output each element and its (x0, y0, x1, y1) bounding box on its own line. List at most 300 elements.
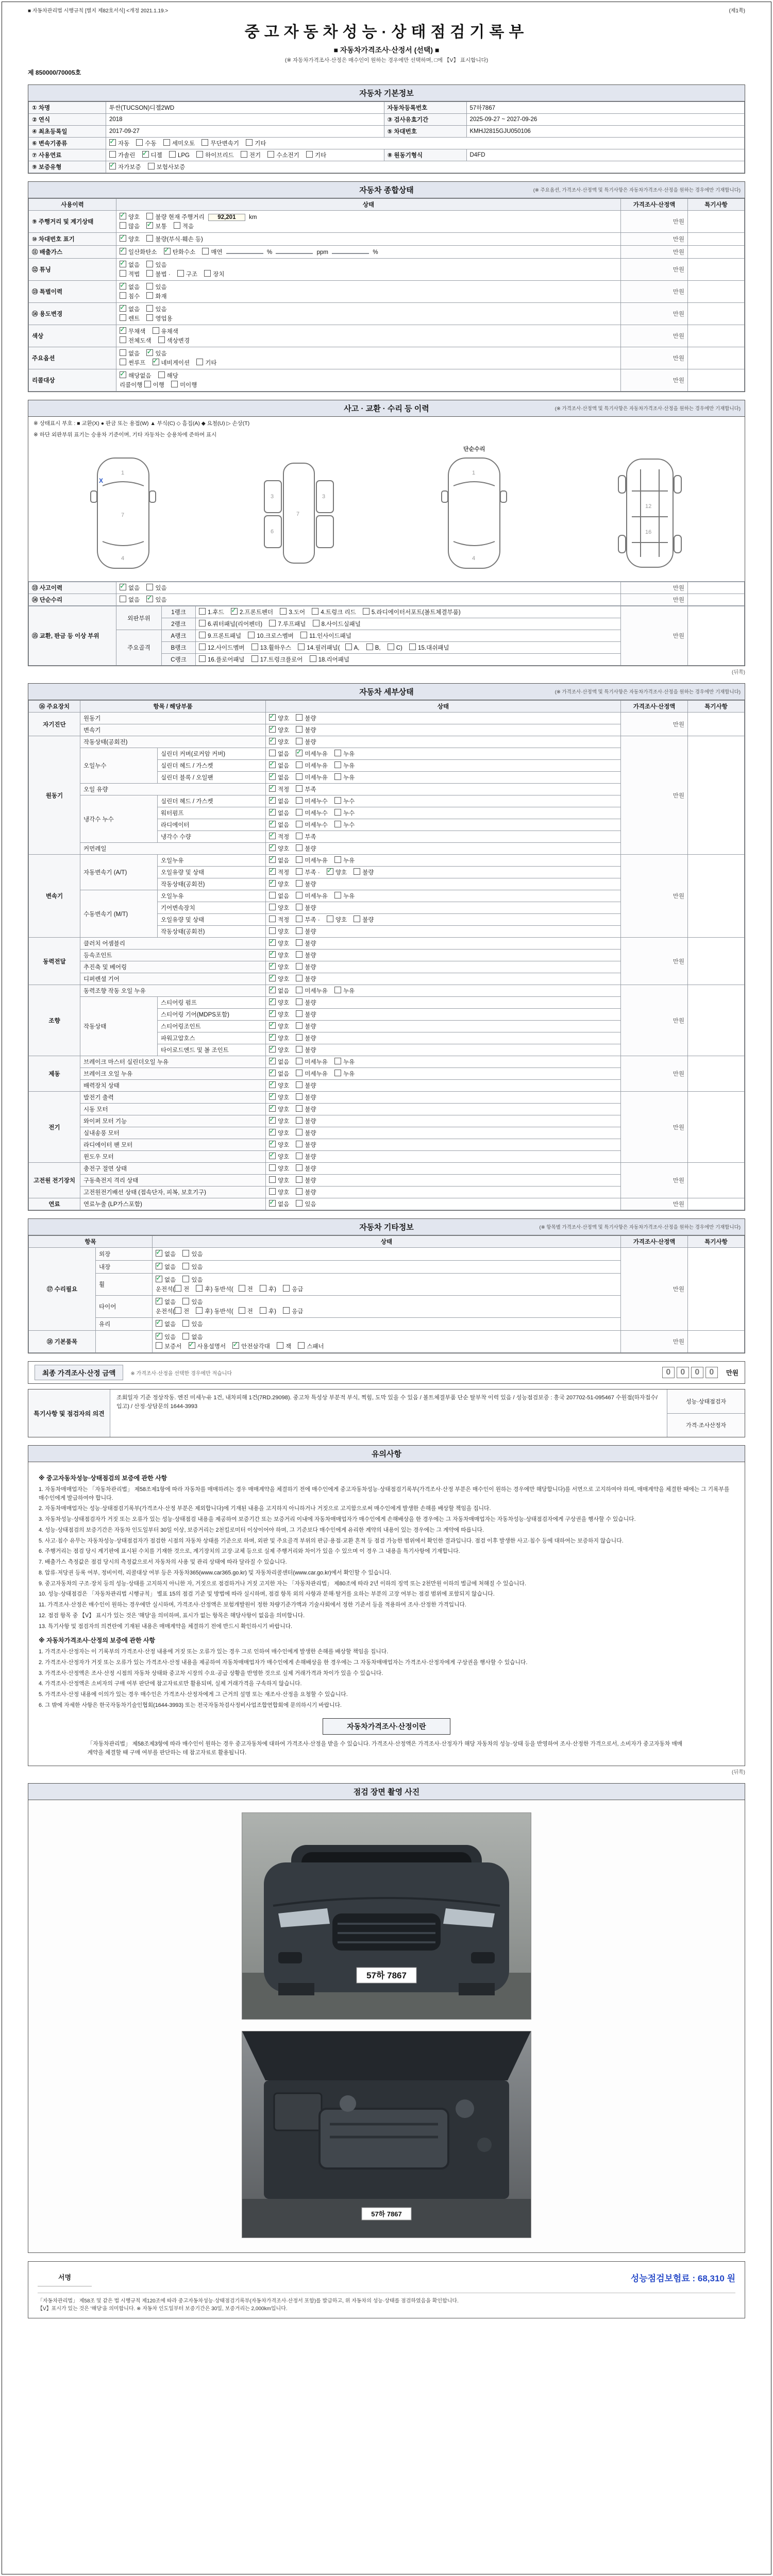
checkbox-empty[interactable] (296, 1070, 303, 1076)
checkbox-checked[interactable] (269, 1117, 276, 1124)
part-label: 파워고압호스 (158, 1032, 266, 1044)
inspector-opinion-box (28, 1389, 745, 1437)
checkbox-checked[interactable] (146, 349, 153, 356)
section-overall-condition (28, 181, 745, 392)
checkbox-empty[interactable] (169, 151, 176, 158)
status-cell: 적정 부족 · 양호 불량 (266, 914, 621, 926)
checkbox-empty[interactable] (296, 987, 303, 993)
checkbox-checked[interactable] (269, 797, 276, 804)
part-label: 실린더 블록 / 오일팬 (158, 772, 266, 784)
checkbox-empty[interactable] (296, 1153, 303, 1159)
device-name: 전기 (29, 1092, 80, 1163)
checkbox-checked[interactable] (269, 951, 276, 958)
checkbox-checked[interactable] (232, 1342, 239, 1349)
diagram-label-spacer (260, 447, 338, 453)
checkbox-checked[interactable] (269, 773, 276, 780)
checkbox-checked[interactable] (156, 1333, 162, 1340)
part-label: 냉각수 수량 (158, 831, 266, 843)
checkbox-empty[interactable] (296, 963, 303, 970)
status-cell: ✓ 양호 불량 (266, 1032, 621, 1044)
checkbox-empty[interactable] (296, 939, 303, 946)
checkbox-empty[interactable] (296, 892, 303, 899)
checkbox-empty[interactable] (388, 643, 394, 650)
checkbox-empty[interactable] (363, 608, 369, 615)
checkbox-empty[interactable] (269, 1188, 276, 1195)
item-label: 작동상태 (80, 997, 158, 1056)
checkbox-checked[interactable] (120, 283, 126, 290)
overall-row (29, 369, 745, 392)
checkbox-checked[interactable] (156, 1263, 162, 1269)
item-label: 원동기 (80, 713, 266, 724)
checkbox-checked[interactable] (146, 596, 153, 602)
checkbox-empty[interactable] (146, 584, 153, 590)
checkbox-checked[interactable] (156, 1250, 162, 1257)
checkbox-empty[interactable] (199, 632, 206, 638)
signature-label[interactable]: 서명 (38, 2268, 92, 2286)
checkbox-empty[interactable] (296, 714, 303, 721)
checkbox-empty[interactable] (310, 655, 316, 662)
checkbox-empty[interactable] (296, 738, 303, 744)
checkbox-empty[interactable] (296, 761, 303, 768)
checkbox-empty[interactable] (146, 292, 153, 299)
checkbox-empty[interactable] (174, 222, 180, 229)
row-label: 색상 (29, 325, 116, 347)
checkbox-checked[interactable] (156, 1276, 162, 1282)
checkbox-checked[interactable] (269, 975, 276, 981)
block-label: ⑮ 교환, 판금 등 이상 부위 (29, 606, 116, 666)
car-unfolded-panels-diagram (260, 454, 338, 572)
checkbox-empty[interactable] (146, 213, 153, 219)
checkbox-empty[interactable] (306, 151, 313, 158)
notice-item: 1. 가격조사·산정자는 이 기록부의 가격조사·산정 내용에 거짓 또는 오류가 있는 경우 그로 인하여 매수인에게 발생한 손해를 배상할 책임을 집니다. (39, 1649, 389, 1655)
remark-cell (688, 1331, 745, 1353)
checkbox-checked[interactable] (120, 261, 126, 267)
checkbox-empty[interactable] (177, 270, 184, 277)
section-header-overall (28, 182, 745, 198)
checkbox-checked[interactable] (269, 987, 276, 993)
status-cell: 없음 ✓있음 썬루프 ✓네비게이션 기타 (116, 347, 621, 369)
checkbox-empty[interactable] (241, 151, 247, 158)
part-label: 스티어링 펌프 (158, 997, 266, 1009)
checkbox-empty[interactable] (296, 726, 303, 733)
item-label: 오일 유량 (80, 784, 266, 795)
checkbox-empty[interactable] (296, 797, 303, 804)
part-label: 오일유량 및 상태 (158, 914, 266, 926)
checkbox-empty[interactable] (334, 892, 341, 899)
item-label: 시동 모터 (80, 1104, 266, 1115)
checkbox-checked[interactable] (120, 213, 126, 219)
section-basic-info (28, 84, 745, 174)
item-label: 와이퍼 모터 기능 (80, 1115, 266, 1127)
checkbox-empty[interactable] (156, 1342, 162, 1349)
checkbox-empty[interactable] (148, 163, 155, 170)
exchange-mark: X (99, 477, 104, 484)
checkbox-checked[interactable] (156, 1298, 162, 1304)
inspection-insurance-fee: 성능점검보험료 : 68,310 원 (630, 2273, 735, 2283)
checkbox-empty[interactable] (327, 916, 333, 922)
checkbox-checked[interactable] (327, 868, 333, 875)
item-label: 디퍼렌셜 기어 (80, 973, 266, 985)
checkbox-empty[interactable] (313, 620, 320, 626)
price-cell: 만원 (621, 736, 688, 855)
column-header: ⑯ 주요장치 (29, 701, 80, 713)
remark-cell (688, 211, 745, 233)
field-value: 2017-09-27 (106, 126, 384, 138)
checkbox-empty[interactable] (269, 927, 276, 934)
checkbox-empty[interactable] (354, 916, 360, 922)
checkbox-empty[interactable] (120, 359, 126, 365)
checkbox-empty[interactable] (146, 235, 153, 242)
accident-history-rows (28, 582, 745, 606)
checkbox-empty[interactable] (296, 1105, 303, 1112)
checkbox-empty[interactable] (182, 1320, 189, 1327)
notice-item: 12. 점검 항목 중 【V】 표시가 있는 것은 '해당'을 의미하며, 표시가 없는 항목은 해당사항이 없음을 의미합니다. (39, 1612, 305, 1619)
checkbox-empty[interactable] (296, 1034, 303, 1041)
part-label: 기어변속장치 (158, 902, 266, 914)
checkbox-checked[interactable] (109, 139, 116, 146)
checkbox-empty[interactable] (334, 750, 341, 756)
checkbox-empty[interactable] (204, 270, 211, 277)
checkbox-checked[interactable] (296, 750, 303, 756)
rank-label: A랭크 (162, 630, 196, 642)
checkbox-checked[interactable] (269, 1129, 276, 1136)
opinion-label: 특기사항 및 점검자의 의견 (28, 1389, 110, 1437)
checkbox-empty[interactable] (199, 643, 206, 650)
detail-row (29, 1163, 745, 1175)
checkbox-empty[interactable] (199, 655, 206, 662)
checkbox-empty[interactable] (269, 750, 276, 756)
checkbox-empty[interactable] (182, 1250, 189, 1257)
checkbox-checked[interactable] (269, 963, 276, 970)
checkbox-checked[interactable] (120, 305, 126, 312)
checkbox-empty[interactable] (283, 1307, 290, 1314)
checkbox-empty[interactable] (280, 608, 287, 615)
checkbox-empty[interactable] (146, 261, 153, 267)
checkbox-empty[interactable] (120, 596, 126, 602)
checkbox-checked[interactable] (269, 761, 276, 768)
checkbox-empty[interactable] (120, 270, 126, 277)
row-label: ⑩ 차대번호 표기 (29, 233, 116, 246)
status-cell: ✓ 양호 불량(부식·훼손 등) (116, 233, 621, 246)
checkbox-checked[interactable] (109, 163, 116, 170)
svg-text:7: 7 (121, 512, 125, 518)
checkbox-checked[interactable] (269, 1153, 276, 1159)
checkbox-empty[interactable] (153, 327, 159, 334)
checkbox-checked[interactable] (269, 1093, 276, 1100)
checkbox-empty[interactable] (296, 785, 303, 792)
item-label: 구동축전지 격리 상태 (80, 1175, 266, 1187)
checkbox-checked[interactable] (269, 868, 276, 875)
status-cell: 양호 불량 (266, 1163, 621, 1175)
checkbox-empty[interactable] (158, 371, 165, 378)
checkbox-checked[interactable] (269, 1058, 276, 1064)
part-label: 스티어링 기어(MDPS포함) (158, 1009, 266, 1021)
status-cell: 없음 ✓있음 (116, 594, 621, 606)
device-name: 고전원 전기장치 (29, 1163, 80, 1198)
rank-label: B랭크 (162, 642, 196, 654)
checkbox-empty[interactable] (296, 1176, 303, 1183)
checkbox-empty[interactable] (334, 1058, 341, 1064)
part-label: 오일누유 (158, 855, 266, 867)
checkbox-checked[interactable] (269, 1034, 276, 1041)
checkbox-empty[interactable] (366, 643, 373, 650)
status-cell: ✓ 양호 불량 (266, 1021, 621, 1032)
checkbox-checked[interactable] (156, 1320, 162, 1327)
checkbox-empty[interactable] (334, 1070, 341, 1076)
row-label: ⑪ 배출가스 (29, 246, 116, 259)
checkbox-empty[interactable] (334, 987, 341, 993)
checkbox-empty[interactable] (267, 151, 274, 158)
checkbox-empty[interactable] (146, 283, 153, 290)
checkbox-empty[interactable] (296, 904, 303, 910)
part-label: 스티어링조인트 (158, 1021, 266, 1032)
checkbox-empty[interactable] (196, 1285, 203, 1292)
checkbox-checked[interactable] (153, 359, 159, 365)
checkbox-empty[interactable] (334, 761, 341, 768)
checkbox-checked[interactable] (120, 584, 126, 590)
checkbox-empty[interactable] (182, 1298, 189, 1304)
checkbox-empty[interactable] (175, 1285, 181, 1292)
checkbox-checked[interactable] (269, 1022, 276, 1029)
checkbox-empty[interactable] (296, 1200, 303, 1207)
checkbox-empty[interactable] (120, 336, 126, 343)
checkbox-empty[interactable] (248, 632, 255, 638)
other-row (29, 1248, 745, 1261)
checkbox-checked[interactable] (269, 856, 276, 863)
remark-cell (688, 303, 745, 325)
checkbox-empty[interactable] (196, 359, 203, 365)
car-underbody-wrap (611, 447, 688, 575)
legal-note: 「자동차관리법」 제58조 및 같은 법 시행규칙 제120조에 따라 중고자동차성능·상태점검기록부(자동차가격조사·산정서 포함)를 발급하고, 위 자동차의 성능·상태를 점검하였음을 확인합니다. (38, 2298, 459, 2304)
checkbox-empty[interactable] (175, 1307, 181, 1314)
checkbox-checked[interactable] (269, 1070, 276, 1076)
checkbox-checked[interactable] (231, 608, 238, 615)
checkbox-empty[interactable] (409, 643, 416, 650)
checkbox-empty[interactable] (251, 655, 258, 662)
checkbox-empty[interactable] (120, 292, 126, 299)
checkbox-empty[interactable] (120, 314, 126, 321)
checkbox-empty[interactable] (354, 868, 360, 875)
price-cell: 만원 (621, 1331, 688, 1353)
checkbox-empty[interactable] (171, 381, 178, 387)
checkbox-empty[interactable] (260, 1307, 266, 1314)
checkbox-checked[interactable] (269, 785, 276, 792)
checkbox-empty[interactable] (296, 1141, 303, 1147)
remark-cell (688, 855, 745, 938)
checkbox-empty[interactable] (296, 1188, 303, 1195)
checkbox-checked[interactable] (269, 1081, 276, 1088)
checkbox-empty[interactable] (334, 821, 341, 827)
checkbox-empty[interactable] (296, 1058, 303, 1064)
license-plate-number: 57하 7867 (366, 1971, 407, 1981)
checkbox-checked[interactable] (120, 327, 126, 334)
checkbox-empty[interactable] (202, 248, 209, 255)
history-row (29, 594, 745, 606)
checkbox-checked[interactable] (269, 1010, 276, 1017)
remark-cell (688, 938, 745, 985)
section-header-history (28, 400, 745, 417)
remark-cell (688, 325, 745, 347)
checkbox-checked[interactable] (269, 880, 276, 887)
diagram-label-spacer (85, 447, 162, 453)
checkbox-empty[interactable] (196, 151, 203, 158)
checkbox-checked[interactable] (269, 939, 276, 946)
section-title-overall: 자동차 종합상태 (359, 186, 414, 195)
checkbox-empty[interactable] (296, 916, 303, 922)
checkbox-empty[interactable] (312, 608, 318, 615)
checkbox-checked[interactable] (269, 821, 276, 827)
checkbox-empty[interactable] (269, 620, 276, 626)
checkbox-empty[interactable] (239, 1307, 245, 1314)
item-label: 작동상태(공회전) (80, 736, 266, 748)
detail-row (29, 713, 745, 724)
device-name: 변속기 (29, 855, 80, 938)
checkbox-empty[interactable] (334, 809, 341, 816)
item-label: 배력장치 상태 (80, 1080, 266, 1092)
overall-condition-table (28, 198, 745, 392)
section-title-photos: 점검 장면 촬영 사진 (353, 1788, 420, 1797)
checkbox-empty[interactable] (146, 305, 153, 312)
checkbox-empty[interactable] (296, 856, 303, 863)
car-simple-repair-wrap (435, 445, 513, 575)
checkbox-empty[interactable] (334, 856, 341, 863)
checkbox-checked[interactable] (120, 371, 126, 378)
checkbox-empty[interactable] (269, 916, 276, 922)
notice-item: 5. 가격조사·산정 내용에 이의가 있는 경우 매수인은 가격조사·산정자에게 그 근거의 설명 또는 재조사·산정을 요청할 수 있습니다. (39, 1691, 348, 1698)
checkbox-empty[interactable] (120, 349, 126, 356)
checkbox-empty[interactable] (269, 892, 276, 899)
checkbox-empty[interactable] (298, 643, 305, 650)
checkbox-empty[interactable] (296, 773, 303, 780)
checkbox-empty[interactable] (283, 1285, 290, 1292)
checkbox-empty[interactable] (296, 951, 303, 958)
checkbox-empty[interactable] (296, 833, 303, 839)
checkbox-empty[interactable] (296, 1164, 303, 1171)
panel-repair-table (28, 606, 745, 666)
checkbox-checked[interactable] (269, 998, 276, 1005)
checkbox-checked[interactable] (189, 1342, 195, 1349)
checkbox-empty[interactable] (182, 1263, 189, 1269)
checkbox-checked[interactable] (269, 844, 276, 851)
car-underbody-diagram (611, 454, 688, 572)
checkbox-checked[interactable] (269, 833, 276, 839)
checkbox-empty[interactable] (296, 1046, 303, 1053)
checkbox-empty[interactable] (296, 809, 303, 816)
checkbox-empty[interactable] (334, 773, 341, 780)
price-cell: 만원 (621, 369, 688, 392)
checkbox-empty[interactable] (298, 1342, 305, 1349)
checkbox-checked[interactable] (269, 1141, 276, 1147)
checkbox-empty[interactable] (345, 643, 352, 650)
notice-item: 5. 사고·침수 유무는 자동차성능·상태점검자가 점검한 시점의 자동차 상태를 기준으로 하며, 외판 및 주요골격 부위의 판금·용접·교환 흔적 등 점검 가능한 범위에서 확인한 결과입니다. 점검 이후 발생한 사고·침수 등에 대하여는 보증하지 않습니다. (39, 1537, 624, 1544)
checkbox-empty[interactable] (269, 1164, 276, 1171)
checkbox-empty[interactable] (296, 821, 303, 827)
checkbox-empty[interactable] (269, 904, 276, 910)
checkbox-empty[interactable] (296, 975, 303, 981)
section-notice (28, 1445, 745, 1766)
checkbox-checked[interactable] (142, 151, 149, 158)
checkbox-checked[interactable] (120, 248, 126, 255)
field-label: ⑨ 보증유형 (29, 161, 106, 173)
checkbox-checked[interactable] (269, 809, 276, 816)
checkbox-empty[interactable] (146, 270, 153, 277)
device-name: 원동기 (29, 736, 80, 855)
checkbox-empty[interactable] (296, 1022, 303, 1029)
checkbox-empty[interactable] (296, 1093, 303, 1100)
remark-cell (688, 1092, 745, 1163)
checkbox-empty[interactable] (296, 844, 303, 851)
checkbox-empty[interactable] (334, 797, 341, 804)
continue-marker: (뒤쪽) (732, 670, 745, 675)
state-mark-legend: ※ 상태표시 부호 : ■ 교환(X) ● 판금 또는 용접(W) ▲ 부식(C) ◇ 흠집(A) ◆ 요철(U) ▷ 손상(T) (33, 420, 250, 427)
checkbox-empty[interactable] (251, 643, 258, 650)
checkbox-empty[interactable] (182, 1276, 189, 1282)
price-cell: 만원 (621, 582, 688, 594)
checkbox-checked[interactable] (269, 738, 276, 744)
checkbox-empty[interactable] (296, 1081, 303, 1088)
checkbox-checked[interactable] (146, 222, 153, 229)
checkbox-empty[interactable] (296, 1010, 303, 1017)
checkbox-checked[interactable] (269, 726, 276, 733)
checkbox-empty[interactable] (196, 1307, 203, 1314)
checkbox-empty[interactable] (296, 1129, 303, 1136)
checkbox-empty[interactable] (300, 632, 307, 638)
checkbox-empty[interactable] (201, 139, 208, 146)
checkbox-empty[interactable] (296, 927, 303, 934)
checkbox-checked[interactable] (269, 1200, 276, 1207)
checkbox-empty[interactable] (296, 868, 303, 875)
status-cell: ✓없음 있음 침수 화재 (116, 281, 621, 303)
row-label: 리콜대상 (29, 369, 116, 392)
checkbox-empty[interactable] (277, 1342, 283, 1349)
checkbox-empty[interactable] (269, 1176, 276, 1183)
checkbox-checked[interactable] (269, 714, 276, 721)
checkbox-empty[interactable] (199, 608, 206, 615)
checkbox-empty[interactable] (260, 1285, 266, 1292)
remark-cell (688, 736, 745, 855)
checkbox-empty[interactable] (109, 151, 116, 158)
checkbox-empty[interactable] (163, 139, 170, 146)
checkbox-checked[interactable] (120, 235, 126, 242)
remark-cell (688, 281, 745, 303)
notice-item: 13. 특기사항 및 점검자의 의견란에 기재된 내용은 매매계약을 체결하기 전에 반드시 확인하시기 바랍니다. (39, 1623, 293, 1630)
part-label: 실린더 커버(로커암 커버) (158, 748, 266, 760)
checkbox-empty[interactable] (158, 336, 165, 343)
checkbox-checked[interactable] (164, 248, 171, 255)
checkbox-empty[interactable] (246, 139, 253, 146)
section-header-other (28, 1219, 745, 1235)
checkbox-checked[interactable] (269, 1046, 276, 1053)
checkbox-empty[interactable] (144, 381, 151, 387)
checkbox-empty[interactable] (120, 222, 126, 229)
detail-row (29, 736, 745, 748)
price-cell: 만원 (621, 347, 688, 369)
status-cell: ✓ 없음 있음 (153, 1318, 621, 1331)
checkbox-empty[interactable] (239, 1285, 245, 1292)
diagram-label-spacer (611, 447, 688, 453)
checkbox-empty[interactable] (296, 880, 303, 887)
status-cell: ✓ 양호 불량 (266, 1044, 621, 1056)
checkbox-empty[interactable] (182, 1333, 189, 1340)
checkbox-empty[interactable] (199, 620, 206, 626)
checkbox-empty[interactable] (136, 139, 143, 146)
field-value: 투싼(TUCSON)디젤2WD (106, 102, 384, 114)
checkbox-checked[interactable] (269, 1105, 276, 1112)
checkbox-empty[interactable] (296, 998, 303, 1005)
checkbox-empty[interactable] (296, 1117, 303, 1124)
status-cell: ✓ 없음 있음 (116, 582, 621, 594)
checkbox-empty[interactable] (146, 314, 153, 321)
